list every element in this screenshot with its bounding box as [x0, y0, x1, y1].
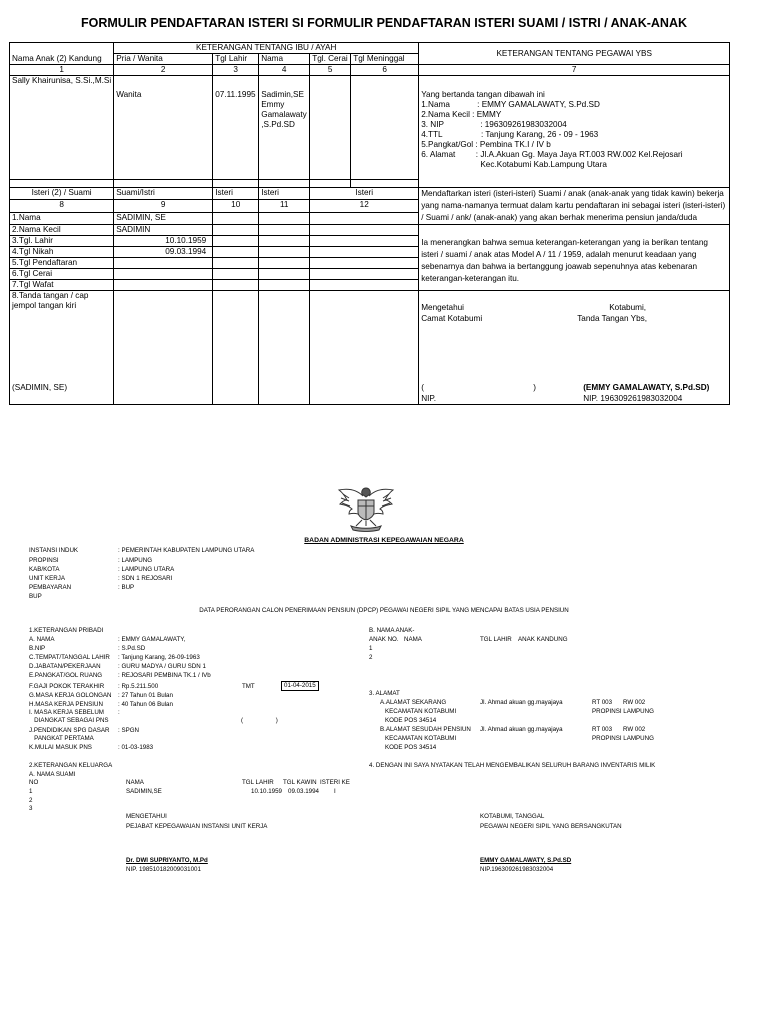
spouse-header-1: Isteri (2) / Suami	[10, 188, 114, 200]
spouse-header-5: Isteri	[310, 188, 419, 200]
inventory-statement: 4. DENGAN INI SAYA NYATAKAN TELAH MENGEMBALIKAN SELURUH BARANG INVENTARIS MILIK	[369, 762, 656, 769]
family-heading: 2.KETERANGAN KELUARGA	[29, 762, 113, 769]
employee-nip: NIP. 196309261983032004	[583, 394, 683, 403]
header-value: : BUP	[118, 584, 135, 591]
tmt-value: 01-04-2015	[281, 681, 319, 691]
personal-heading: 1.KETERANGAN PRIBADI	[29, 627, 104, 634]
spouse-row-label: 6.Tgl Cerai	[10, 269, 114, 280]
spouse-row-value: 09.03.1994	[114, 247, 213, 258]
official-nip: NIP. 198510182009031001	[126, 866, 201, 873]
col-header-1: Nama Anak (2) Kandung	[10, 54, 114, 65]
kotabumi-date-label: KOTABUMI, TANGGAL	[480, 813, 545, 820]
child-gender: Wanita	[116, 90, 142, 99]
col-header-3: Tgl Lahir	[213, 54, 259, 65]
spouse-row-label: 3.Tgl. Lahir	[10, 236, 114, 247]
children-heading: B. NAMA ANAK-	[369, 627, 415, 634]
spouse-row-label: 4.Tgl Nikah	[10, 247, 114, 258]
header-value: : LAMPUNG UTARA	[118, 566, 175, 573]
col-number-7: 7	[419, 65, 730, 76]
col-number-3: 3	[213, 65, 259, 76]
tmt-label: TMT	[242, 683, 255, 690]
col-header-4: Nama	[259, 54, 310, 65]
spouse-row-value: SADIMIN	[114, 225, 213, 236]
masa-kerja-parens: ( )	[241, 717, 278, 724]
col-number-6: 6	[351, 65, 419, 76]
mengetahui-label: MENGETAHUI	[126, 813, 167, 820]
form-title: FORMULIR PENDAFTARAN ISTERI SI FORMULIR PENDAFTARAN ISTERI SUAMI / ISTRI / ANAK-ANAK	[81, 16, 687, 30]
spouse-heading: A. NAMA SUAMI	[29, 771, 76, 778]
col-number-1: 1	[10, 65, 114, 76]
col-number-5: 5	[310, 65, 351, 76]
registration-form-table	[9, 42, 730, 405]
col-number-4: 4	[259, 65, 310, 76]
garuda-emblem	[333, 482, 399, 532]
agency-title: BADAN ADMINISTRASI KEPEGAWAIAN NEGARA	[304, 537, 464, 544]
col-header-5: Tgl. Cerai	[310, 54, 351, 65]
statement-2: Ia menerangkan bahwa semua keterangan-keterangan yang ia berikan tentang isteri / suami / anak atas Model A / 11 / 1959, adalah menurut keadaan yang sebenarnya dan bahwa ia bertanggung joawab sepenuhnya atas kebenaran keterangan-keterangan itu.	[419, 225, 730, 291]
header-label: PROPINSI	[29, 557, 59, 564]
official-name: Dr. DWI SUPRIYANTO, M.Pd	[126, 857, 208, 864]
employee-info: Yang bertanda tangan dibawah ini 1.Nama : EMMY GAMALAWATY, S.Pd.SD 2.Nama Kecil : EMMY 3. NIP : 196309261983032004 4.TTL : Tanjung Karang, 26 - 09 - 1963 5.Pangkat/Gol : Pembina TK.I / IV b 6. Alamat : Jl.A.Akuan Gg. Maya Jaya RT.003 RW.002 Kel.Rejosari Kec.Kotabumi Kab.Lampung Utara	[419, 76, 730, 188]
header-label: KAB/KOTA	[29, 566, 60, 573]
signature-cell: 8.Tanda tangan / cap jempol tangan kiri (SADIMIN, SE)	[10, 291, 114, 405]
spouse-number-12: 12	[310, 200, 419, 212]
spouse-row-value	[114, 258, 213, 269]
employee-signature-name: (EMMY GAMALAWATY, S.Pd.SD)	[583, 383, 710, 392]
spouse-row-label: 7.Tgl Wafat	[10, 280, 114, 291]
employee-nip: NIP.196309261983032004	[480, 866, 554, 873]
spouse-number-10: 10	[213, 200, 259, 212]
spouse-row-value: 10.10.1959	[114, 236, 213, 247]
spouse-order: I	[334, 788, 336, 795]
spouse-married: 09.03.1994	[288, 788, 319, 795]
mengetahui-label: Mengetahui	[421, 303, 464, 312]
header-value: : LAMPUNG	[118, 557, 153, 564]
spouse-header-3: Isteri	[213, 188, 259, 200]
child-name: Sally Khairunisa, S.Si.,M.Si	[10, 76, 114, 180]
dpcp-title: DATA PERORANGAN CALON PENERIMAAN PENSIUN (DPCP) PEGAWAI NEGERI SIPIL YANG MENCAPAI BATAS USIA PENSIUN	[199, 607, 569, 614]
camat-label: Camat Kotabumi	[421, 314, 483, 323]
pejabat-label: PEJABAT KEPEGAWAIAN INSTANSI UNIT KERJA	[126, 823, 268, 830]
signature-block: Mengetahui Camat Kotabumi Kotabumi, Tanda Tangan Ybs, ( ) (EMMY GAMALAWATY, S.Pd.SD) NIP. NIP. 196309261983032004	[419, 291, 730, 405]
header-label: BUP	[29, 593, 42, 600]
spouse-header-4: Isteri	[259, 188, 310, 200]
statement-1: Mendaftarkan isteri (isteri-isteri) Suami / anak (anak-anak yang tidak kawin) bekerja yang nama-namanya termuat dalam kartu pendaftaran ini sebagai isteri (isteri-isteri) / Suami / ank/ (anak-anak) yang akan berhak menerima pensiun janda/duda	[419, 188, 730, 225]
spouse-header-2: Suami/Istri	[114, 188, 213, 200]
parent-name: Sadimin,SE Emmy Gamalawaty ,S.Pd.SD	[259, 76, 310, 180]
kotabumi-label: Kotabumi,	[609, 303, 647, 312]
child-dob: 07.11.1995	[215, 90, 256, 99]
spouse-row-label: 2.Nama Kecil	[10, 225, 114, 236]
header-value: : PEMERINTAH KABUPATEN LAMPUNG UTARA	[118, 547, 255, 554]
section-left-header: KETERANGAN TENTANG IBU / AYAH	[114, 43, 419, 54]
spouse-number-9: 9	[114, 200, 213, 212]
spouse-row-label: 1.Nama	[10, 212, 114, 224]
spouse-row-value	[114, 280, 213, 291]
header-label: UNIT KERJA	[29, 575, 65, 582]
header-label: PEMBAYARAN	[29, 584, 72, 591]
spouse-row-value: SADIMIN, SE	[114, 212, 213, 224]
col-header-6: Tgl Meninggal	[351, 54, 419, 65]
section-right-header: KETERANGAN TENTANG PEGAWAI YBS	[419, 43, 730, 65]
employee-name: EMMY GAMALAWATY, S.Pd.SD	[480, 857, 572, 864]
spouse-row-label: 5.Tgl Pendaftaran	[10, 258, 114, 269]
col-header-2: Pria / Wanita	[114, 54, 213, 65]
header-label: INSTANSI INDUK	[29, 547, 79, 554]
pns-label: PEGAWAI NEGERI SIPIL YANG BERSANGKUTAN	[480, 823, 622, 830]
spouse-row-value	[114, 269, 213, 280]
spouse-dob: 10.10.1959	[251, 788, 282, 795]
address-heading: 3. ALAMAT	[369, 690, 400, 697]
spouse-number-8: 8	[10, 200, 114, 212]
spouse-number-11: 11	[259, 200, 310, 212]
spouse-name: SADIMIN,SE	[126, 788, 162, 795]
ttd-ybs-label: Tanda Tangan Ybs,	[577, 314, 648, 323]
col-number-2: 2	[114, 65, 213, 76]
header-value: : SDN 1 REJOSARI	[118, 575, 173, 582]
signer-name: (SADIMIN, SE)	[12, 383, 68, 392]
nip-label: NIP.	[421, 394, 437, 403]
